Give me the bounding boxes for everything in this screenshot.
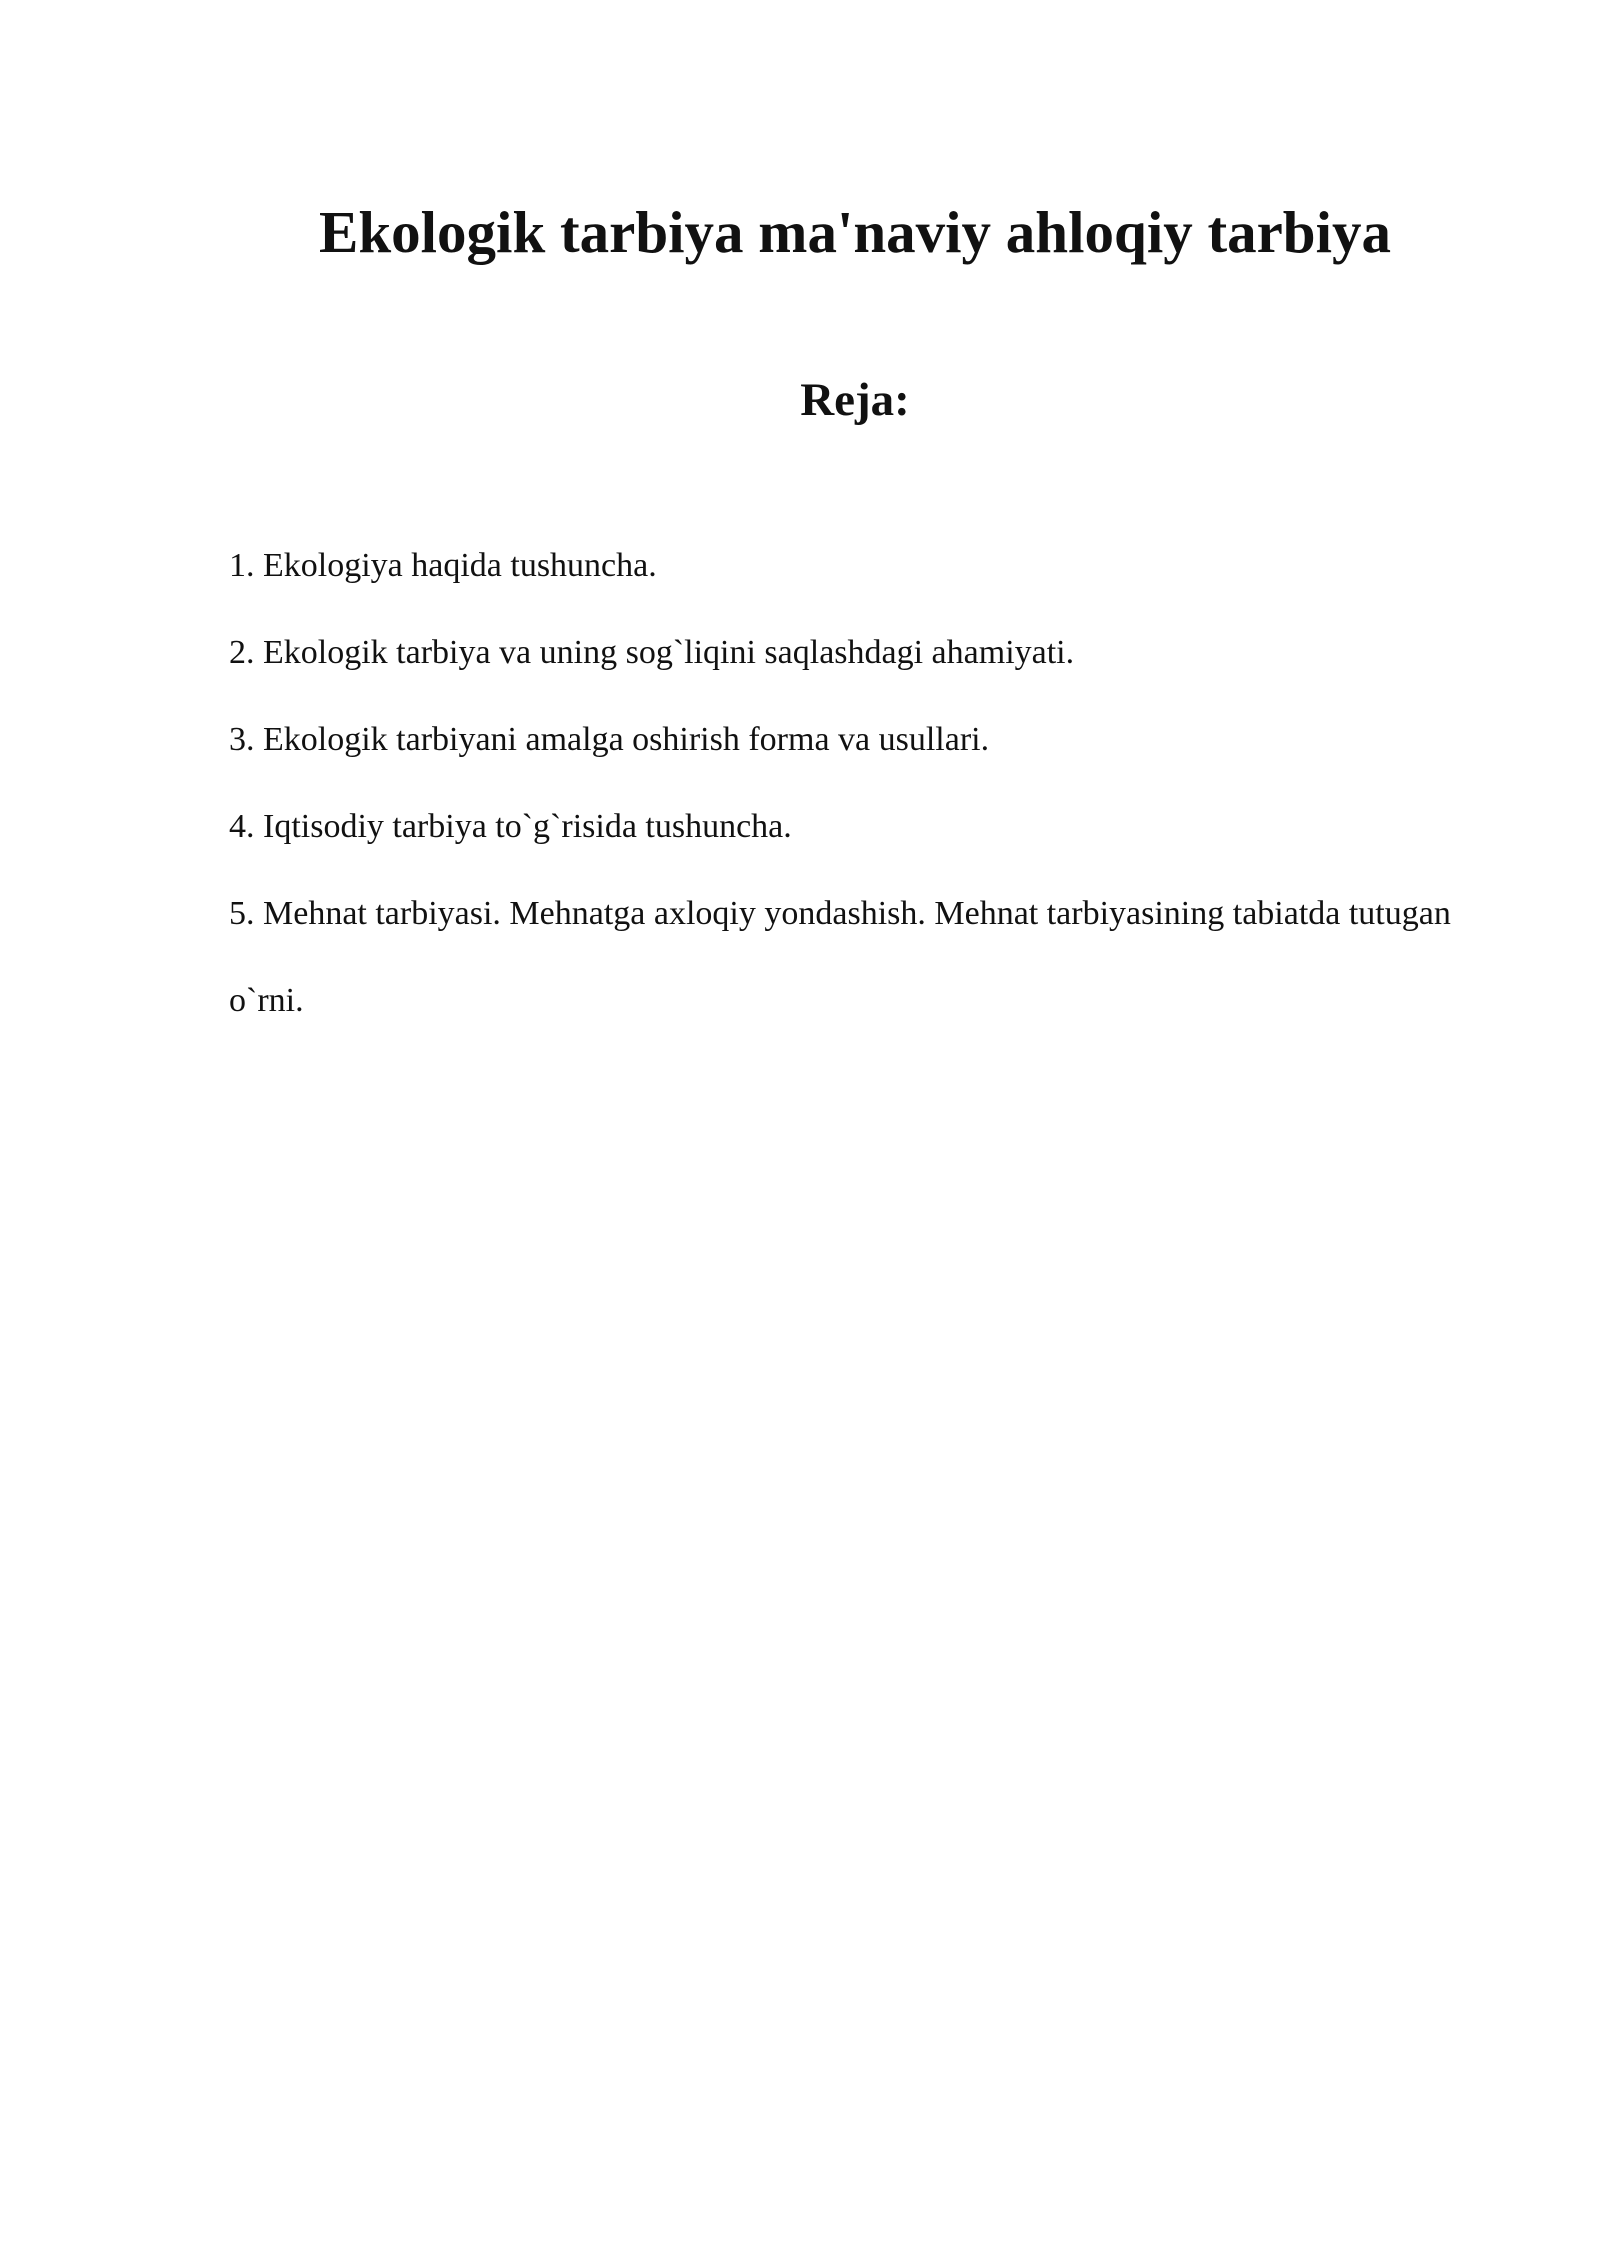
plan-heading: Reja:: [800, 374, 910, 426]
plan-item-1: 1. Ekologiya haqida tushuncha.: [229, 547, 657, 584]
document-title: Ekologik tarbiya ma'naviy ahloqiy tarbiya: [319, 199, 1391, 265]
plan-item-2: 2. Ekologik tarbiya va uning sog`liqini saqlashdagi ahamiyati.: [229, 634, 1075, 671]
plan-item-3: 3. Ekologik tarbiyani amalga oshirish forma va usullari.: [229, 721, 990, 758]
plan-list: [229, 522, 1469, 1044]
plan-item-5: 5. Mehnat tarbiyasi. Mehnatga axloqiy yondashish. Mehnat tarbiyasining tabiatda tutugan o`rni.: [229, 895, 1451, 1019]
plan-item-4: 4. Iqtisodiy tarbiya to`g`risida tushuncha.: [229, 808, 792, 845]
